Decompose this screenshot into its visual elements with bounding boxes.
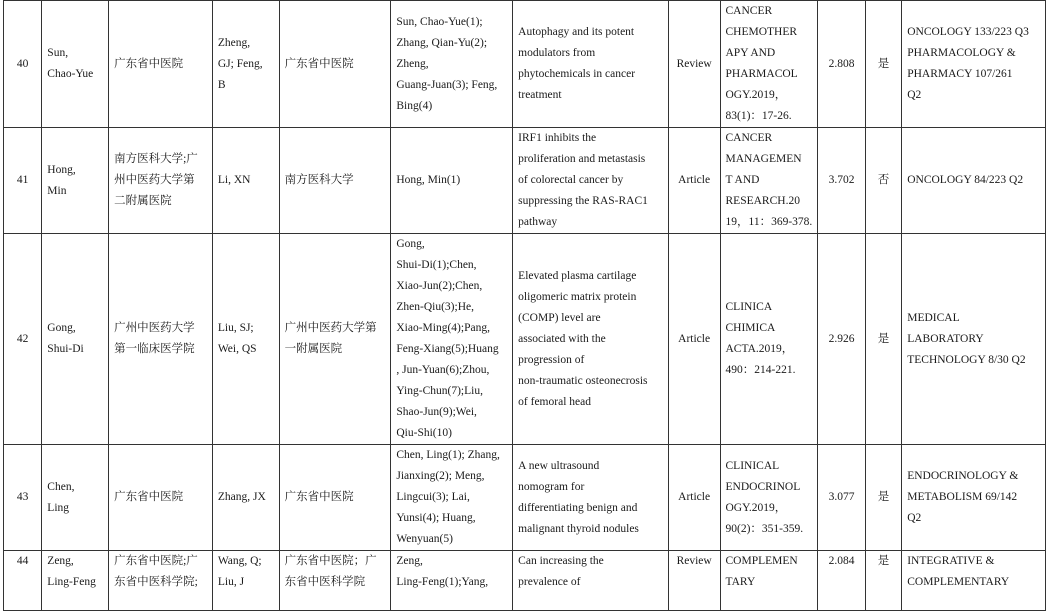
jcr-category-line: LABORATORY: [907, 332, 984, 345]
impact-factor-cell: 2.926: [818, 234, 865, 445]
corresponding-affiliation-cell: [279, 1, 391, 128]
paper-title-cell: [513, 445, 669, 551]
first-author-line: Ling-Feng: [47, 576, 96, 588]
impact-factor-cell: 2.808: [818, 1, 865, 128]
first-affiliation-cell: [109, 128, 213, 234]
journal-citation-line: MANAGEMEN: [725, 153, 802, 165]
paper-title-line: associated with the: [518, 332, 606, 345]
paper-title-cell: [513, 1, 669, 128]
first-affiliation-line: 东省中医科学院;: [114, 576, 198, 588]
jcr-category-line: TECHNOLOGY 8/30 Q2: [907, 353, 1026, 366]
author-list-line: Zeng,: [396, 555, 423, 567]
open-access-flag-cell: 否: [865, 128, 902, 234]
paper-title-line: IRF1 inhibits the: [518, 132, 597, 144]
corresponding-author-cell: [212, 128, 279, 234]
corresponding-affiliation-cell: [279, 128, 391, 234]
jcr-category-line: MEDICAL: [907, 311, 960, 324]
corresponding-affiliation-line: 南方医科大学: [284, 174, 354, 186]
journal-citation-line: ENDOCRINOL: [725, 480, 801, 493]
corresponding-affiliation-cell: [279, 445, 391, 551]
corresponding-affiliation-line: 广东省中医院；广: [284, 555, 377, 567]
impact-factor-cell: 2.084: [818, 551, 865, 611]
author-list-line: Xiao-Jun(2);Chen,: [396, 280, 483, 292]
author-list-line: Yunsi(4); Huang,: [396, 512, 476, 524]
journal-citation-line: ACTA.2019，: [725, 343, 794, 355]
first-author-line: Shui-Di: [47, 343, 84, 355]
author-list-line: Jianxing(2); Meng,: [396, 470, 485, 482]
corresponding-author-line: Wang, Q;: [217, 555, 262, 567]
jcr-category-line: PHARMACOLOGY &: [907, 47, 1016, 59]
table-row: [4, 1, 1046, 128]
impact-factor-cell: 3.702: [818, 128, 865, 234]
journal-citation-line: 83(1)：17-26.: [725, 110, 792, 122]
paper-title-line: (COMP) level are: [518, 311, 601, 324]
row-index-cell: 42: [4, 234, 42, 445]
paper-title-line: modulators from: [518, 47, 596, 59]
first-affiliation-line: 广州中医药大学: [114, 322, 195, 334]
author-list-line: , Jun-Yuan(6);Zhou,: [396, 364, 490, 376]
journal-citation-cell: [720, 128, 818, 234]
first-author-line: Gong,: [47, 322, 76, 334]
first-affiliation-line: 广东省中医院: [114, 491, 184, 503]
journal-citation-line: TARY: [725, 576, 756, 588]
jcr-category-line: COMPLEMENTARY: [907, 576, 1010, 588]
corresponding-author-cell: [212, 551, 279, 611]
author-list-line: Guang-Juan(3); Feng,: [396, 78, 498, 91]
jcr-category-cell: [902, 234, 1046, 445]
first-author-line: Zeng,: [47, 555, 74, 567]
publication-type-cell: Article: [668, 234, 720, 445]
corresponding-affiliation-line: 广东省中医院: [284, 57, 354, 70]
corresponding-affiliation-line: 广州中医药大学第: [284, 322, 377, 334]
author-list-cell: [391, 551, 513, 611]
row-index-cell: 40: [4, 1, 42, 128]
first-affiliation-line: 广东省中医院: [114, 57, 184, 70]
paper-title-line: pathway: [518, 216, 558, 228]
corresponding-affiliation-cell: [279, 234, 391, 445]
jcr-category-cell: [902, 445, 1046, 551]
corresponding-affiliation-line: 一附属医院: [284, 343, 343, 355]
author-list-line: Hong, Min(1): [396, 174, 461, 186]
first-author-cell: [42, 128, 109, 234]
table-row: [4, 445, 1046, 551]
jcr-category-line: Q2: [907, 89, 922, 101]
journal-citation-line: CHEMOTHER: [725, 26, 798, 38]
corresponding-affiliation-line: 广东省中医院: [284, 491, 354, 503]
corresponding-author-cell: [212, 234, 279, 445]
first-author-line: Chao-Yue: [47, 68, 94, 80]
journal-citation-cell: [720, 445, 818, 551]
journal-citation-line: RESEARCH.20: [725, 195, 800, 207]
journal-citation-line: PHARMACOL: [725, 68, 798, 80]
paper-title-cell: [513, 128, 669, 234]
journal-citation-line: T AND: [725, 174, 760, 186]
corresponding-author-line: Zheng,: [217, 36, 251, 49]
open-access-flag-cell: 是: [865, 551, 902, 611]
paper-title-line: of femoral head: [518, 395, 591, 408]
open-access-flag-cell: 是: [865, 445, 902, 551]
paper-title-line: of colorectal cancer by: [518, 174, 624, 186]
first-author-line: Ling: [47, 501, 70, 514]
paper-title-line: malignant thyroid nodules: [518, 522, 639, 535]
journal-citation-line: COMPLEMEN: [725, 555, 798, 567]
table-row: [4, 234, 1046, 445]
first-author-line: Chen,: [47, 480, 75, 493]
journal-citation-line: CHIMICA: [725, 322, 776, 334]
author-list-line: Sun, Chao-Yue(1);: [396, 15, 483, 28]
author-list-line: Xiao-Ming(4);Pang,: [396, 322, 490, 334]
paper-title-cell: [513, 234, 669, 445]
journal-citation-cell: [720, 1, 818, 128]
jcr-category-line: ONCOLOGY 133/223 Q3: [907, 26, 1029, 38]
publication-table: [3, 0, 1046, 611]
author-list-line: Zheng,: [396, 57, 429, 70]
first-author-cell: [42, 1, 109, 128]
first-affiliation-cell: [109, 1, 213, 128]
author-list-line: Bing(4): [396, 99, 433, 112]
row-index-cell: 44: [4, 551, 42, 611]
publication-type-cell: Article: [668, 128, 720, 234]
journal-citation-line: 90(2)：351-359.: [725, 522, 804, 535]
corresponding-affiliation-cell: [279, 551, 391, 611]
corresponding-author-cell: [212, 1, 279, 128]
paper-title-line: Autophagy and its potent: [518, 26, 635, 38]
first-author-cell: [42, 445, 109, 551]
corresponding-affiliation-line: 东省中医科学院: [284, 576, 366, 588]
journal-citation-line: APY AND: [725, 47, 776, 59]
author-list-line: Shao-Jun(9);Wei,: [396, 406, 477, 418]
journal-citation-cell: [720, 234, 818, 445]
corresponding-author-line: Wei, QS: [217, 343, 257, 355]
row-index-cell: 41: [4, 128, 42, 234]
paper-title-line: nomogram for: [518, 480, 585, 493]
paper-title-line: oligomeric matrix protein: [518, 290, 637, 303]
journal-citation-line: CLINICA: [725, 301, 773, 313]
first-affiliation-cell: [109, 234, 213, 445]
author-list-cell: [391, 234, 513, 445]
journal-citation-line: CANCER: [725, 5, 773, 17]
first-affiliation-line: 广东省中医院;广: [114, 555, 198, 567]
journal-citation-line: 19，11：369-378.: [725, 216, 813, 228]
author-list-cell: [391, 1, 513, 128]
impact-factor-cell: 3.077: [818, 445, 865, 551]
journal-citation-line: CLINICAL: [725, 459, 780, 472]
table-row: [4, 551, 1046, 611]
author-list-line: Wenyuan(5): [396, 533, 453, 545]
author-list-line: Qiu-Shi(10): [396, 427, 452, 439]
jcr-category-cell: [902, 1, 1046, 128]
journal-citation-line: OGY.2019，: [725, 501, 787, 514]
first-affiliation-line: 第一临床医学院: [114, 343, 195, 355]
paper-title-line: Elevated plasma cartilage: [518, 269, 637, 282]
first-author-line: Min: [47, 184, 67, 197]
paper-title-line: proliferation and metastasis: [518, 153, 646, 165]
jcr-category-line: ENDOCRINOLOGY &: [907, 470, 1019, 482]
paper-title-line: non-traumatic osteonecrosis: [518, 374, 648, 387]
first-author-cell: [42, 234, 109, 445]
open-access-flag-cell: 是: [865, 1, 902, 128]
journal-citation-line: 490：214-221.: [725, 364, 796, 376]
author-list-line: Ling-Feng(1);Yang,: [396, 576, 489, 588]
paper-title-line: treatment: [518, 89, 562, 101]
first-author-line: Sun,: [47, 47, 69, 59]
jcr-category-line: Q2: [907, 512, 922, 524]
jcr-category-line: INTEGRATIVE &: [907, 555, 995, 567]
jcr-category-line: PHARMACY 107/261: [907, 68, 1013, 80]
author-list-cell: [391, 128, 513, 234]
author-list-line: Zhen-Qiu(3);He,: [396, 301, 474, 313]
author-list-line: Feng-Xiang(5);Huang: [396, 343, 499, 355]
journal-citation-line: CANCER: [725, 132, 773, 144]
jcr-category-line: ONCOLOGY 84/223 Q2: [907, 174, 1024, 186]
first-affiliation-line: 二附属医院: [114, 195, 172, 207]
corresponding-author-line: Zhang, JX: [217, 491, 266, 503]
paper-title-line: suppressing the RAS-RAC1: [518, 195, 648, 207]
corresponding-author-line: GJ; Feng,: [217, 57, 263, 70]
table-row: [4, 128, 1046, 234]
publication-type-cell: Article: [668, 445, 720, 551]
corresponding-author-line: Li, XN: [217, 174, 251, 186]
first-author-line: Hong,: [47, 163, 76, 176]
publication-type-cell: Review: [668, 1, 720, 128]
first-affiliation-line: 州中医药大学第: [114, 174, 195, 186]
paper-title-line: progression of: [518, 353, 585, 366]
publication-type-cell: Review: [668, 551, 720, 611]
paper-title-line: differentiating benign and: [518, 501, 638, 514]
author-list-line: Chen, Ling(1); Zhang,: [396, 449, 500, 461]
paper-title-line: Can increasing the: [518, 555, 604, 567]
open-access-flag-cell: 是: [865, 234, 902, 445]
first-affiliation-cell: [109, 445, 213, 551]
author-list-line: Ying-Chun(7);Liu,: [396, 385, 483, 397]
first-affiliation-cell: [109, 551, 213, 611]
author-list-line: Lingcui(3); Lai,: [396, 491, 470, 503]
author-list-cell: [391, 445, 513, 551]
corresponding-author-cell: [212, 445, 279, 551]
paper-title-line: prevalence of: [518, 576, 581, 588]
corresponding-author-line: Liu, J: [217, 576, 245, 588]
jcr-category-cell: [902, 551, 1046, 611]
first-author-cell: [42, 551, 109, 611]
first-affiliation-line: 南方医科大学;广: [114, 153, 198, 165]
author-list-line: Gong,: [396, 238, 425, 250]
row-index-cell: 43: [4, 445, 42, 551]
paper-title-line: phytochemicals in cancer: [518, 68, 636, 80]
jcr-category-line: METABOLISM 69/142: [907, 491, 1018, 503]
author-list-line: Shui-Di(1);Chen,: [396, 259, 477, 271]
author-list-line: Zhang, Qian-Yu(2);: [396, 36, 488, 49]
jcr-category-cell: [902, 128, 1046, 234]
corresponding-author-line: B: [217, 78, 226, 91]
paper-title-cell: [513, 551, 669, 611]
journal-citation-cell: [720, 551, 818, 611]
journal-citation-line: OGY.2019，: [725, 89, 787, 101]
paper-title-line: A new ultrasound: [518, 459, 600, 472]
corresponding-author-line: Liu, SJ;: [217, 322, 254, 334]
